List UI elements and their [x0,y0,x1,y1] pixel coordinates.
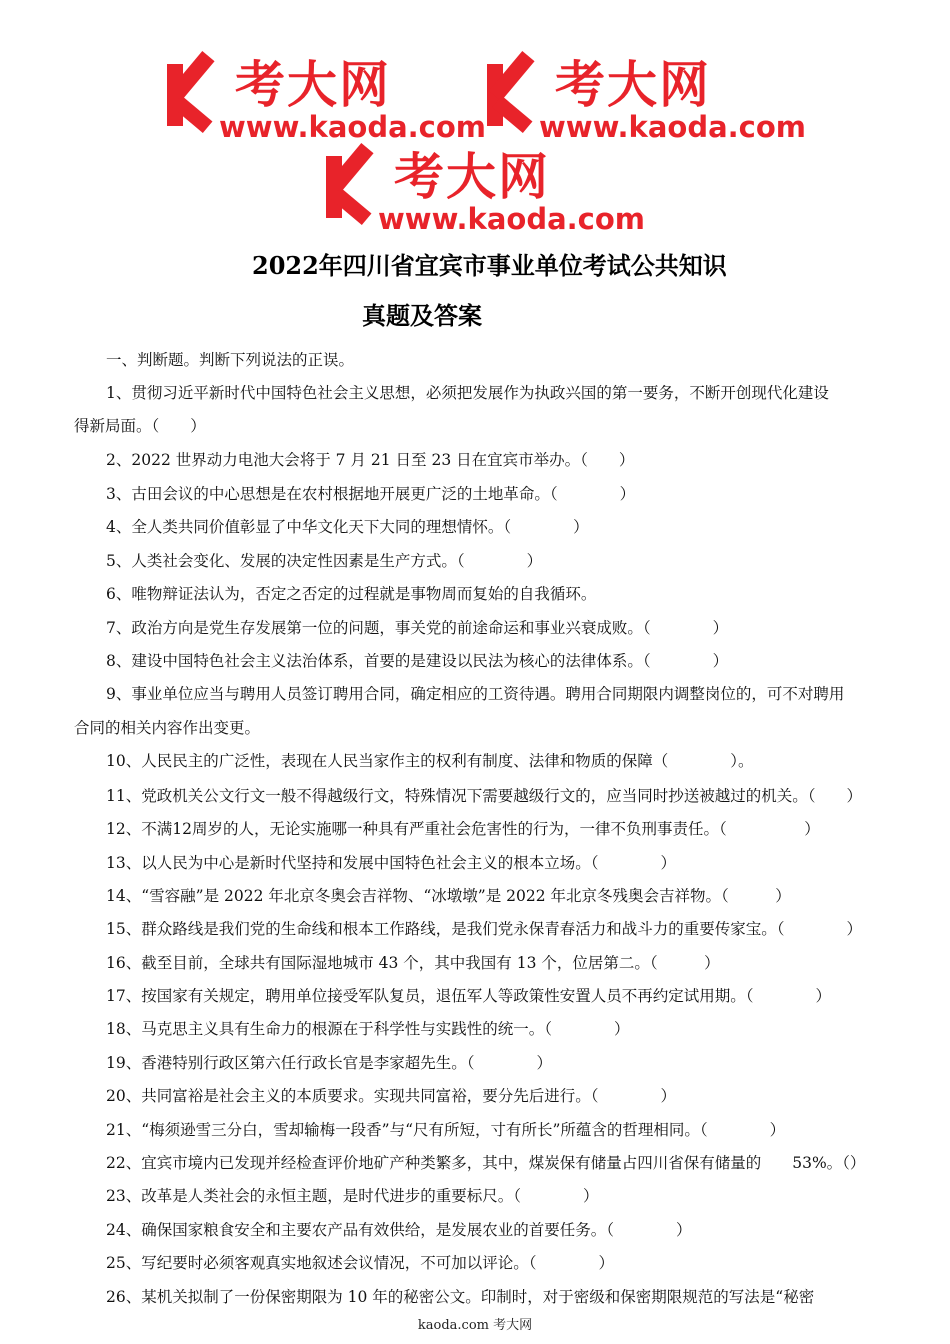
kaoda-logo-1 [163,58,486,142]
logo-url: www.kaoda.com [378,202,645,236]
question-line: 19、香港特别行政区第六任行政长官是李家超先生。（ ） [106,1054,552,1072]
question-line: 20、共同富裕是社会主义的本质要求。实现共同富裕，要分先后进行。（ ） [106,1087,676,1105]
logo-name: 考大网 [235,56,391,114]
question-line: 2、2022 世界动力电池大会将于 7 月 21 日至 23 日在宜宾市举办。（ ） [106,451,635,469]
question-line: 1、贯彻习近平新时代中国特色社会主义思想，必须把发展作为执政兴国的第一要务，不断开创现代化建设 [106,384,829,402]
question-line: 7、政治方向是党生存发展第一位的问题，事关党的前途命运和事业兴衰成败。（ ） [106,619,729,637]
question-line: 5、人类社会变化、发展的决定性因素是生产方式。（ ） [106,552,543,570]
question-line: 23、改革是人类社会的永恒主题，是时代进步的重要标尺。（ ） [106,1187,599,1205]
question-line: 24、确保国家粮食安全和主要农产品有效供给，是发展农业的首要任务。（ ） [106,1221,692,1239]
question-line: 12、不满12周岁的人，无论实施哪一种具有严重社会危害性的行为，一律不负刑事责任。（ ） [106,820,820,838]
question-line: 18、马克思主义具有生命力的根源在于科学性与实践性的统一。（ ） [106,1020,630,1038]
question-line: 26、某机关拟制了一份保密期限为 10 年的秘密公文。印制时，对于密级和保密期限规范的写法是“秘密 [106,1288,815,1306]
question-line: 14、“雪容融”是 2022 年北京冬奥会吉祥物、“冰墩墩”是 2022 年北京冬残奥会吉祥物。（ ） [106,887,791,905]
section-heading: 一、判断题。判断下列说法的正误。 [106,351,355,369]
document-subtitle: 真题及答案 [362,301,482,330]
page-footer: kaoda.com 考大网 [417,1318,533,1333]
kaoda-logo-3 [322,150,645,234]
question-line: 15、群众路线是我们党的生命线和根本工作路线，是我们党永保青春活力和战斗力的重要传家宝。（ ） [106,920,862,938]
question-line: 21、“梅须逊雪三分白，雪却输梅一段香”与“尺有所短，寸有所长”所蕴含的哲理相同。（ ） [106,1121,786,1139]
logo-name: 考大网 [555,56,711,114]
k-logo-icon [322,150,384,228]
question-line: 得新局面。（ ） [74,417,206,435]
question-line: 4、全人类共同价值彰显了中华文化天下大同的理想情怀。（ ） [106,518,589,536]
logo-url: www.kaoda.com [219,110,486,144]
question-line: 3、古田会议的中心思想是在农村根据地开展更广泛的土地革命。（ ） [106,485,636,503]
k-logo-icon [483,58,545,136]
logo-name: 考大网 [394,148,550,206]
question-line: 16、截至目前，全球共有国际湿地城市 43 个，其中我国有 13 个，位居第二。（ ） [106,954,720,972]
k-logo-icon [163,58,225,136]
question-line: 6、唯物辩证法认为，否定之否定的过程就是事物周而复始的自我循环。 [106,585,597,603]
question-line: 22、宜宾市境内已发现并经检查评价地矿产种类繁多，其中，煤炭保有储量占四川省保有储量的 53%。（） [106,1154,866,1172]
kaoda-logo-2 [483,58,806,142]
question-line: 17、按国家有关规定，聘用单位接受军队复员，退伍军人等政策性安置人员不再约定试用期。（ ） [106,987,831,1005]
question-line: 11、党政机关公文行文一般不得越级行文，特殊情况下需要越级行文的，应当同时抄送被越过的机关。（ ） [106,787,862,805]
logo-url: www.kaoda.com [539,110,806,144]
question-line: 10、人民民主的广泛性，表现在人民当家作主的权利有制度、法律和物质的保障（ ）。 [106,752,754,770]
document-title: 2022年四川省宜宾市事业单位考试公共知识 [252,251,727,280]
question-line: 25、写纪要时必须客观真实地叙述会议情况，不可加以评论。（ ） [106,1254,614,1272]
question-line: 合同的相关内容作出变更。 [74,719,261,737]
question-line: 9、事业单位应当与聘用人员签订聘用合同，确定相应的工资待遇。聘用合同期限内调整岗位的，可不对聘用 [106,685,845,703]
question-line: 8、建设中国特色社会主义法治体系，首要的是建设以民法为核心的法律体系。（ ） [106,652,729,670]
question-line: 13、以人民为中心是新时代坚持和发展中国特色社会主义的根本立场。（ ） [106,854,676,872]
